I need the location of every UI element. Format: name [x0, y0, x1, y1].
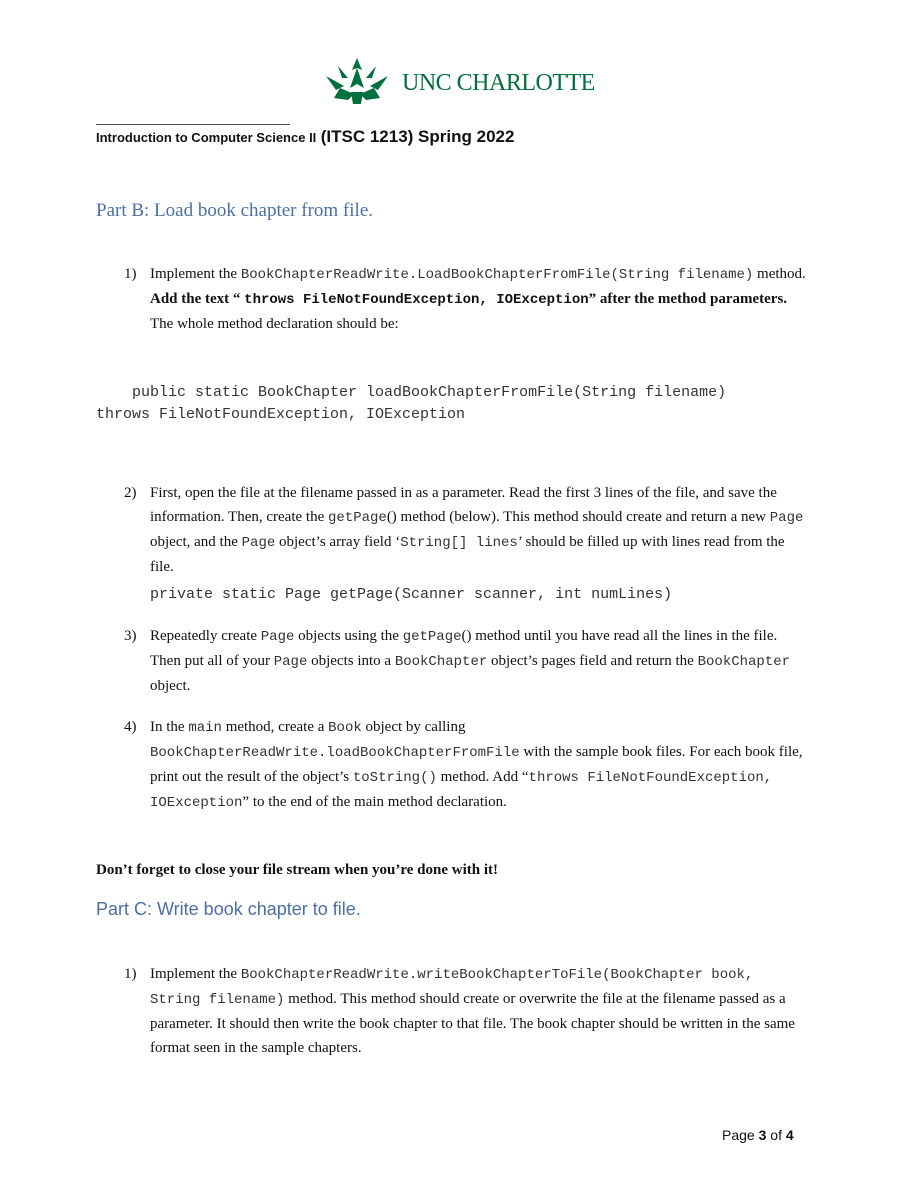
code-run: Page — [273, 654, 308, 670]
code-run: Page — [260, 629, 295, 645]
course-title-small: Introduction to Computer Science II — [96, 130, 317, 145]
of-label: of — [770, 1127, 782, 1143]
course-title-big: (ITSC 1213) Spring 2022 — [320, 127, 515, 146]
text-run: Implement the — [150, 266, 241, 282]
text-run: object. — [150, 678, 191, 694]
close-stream-reminder: Don’t forget to close your file stream when you’re done with it! — [96, 862, 499, 878]
text-run: method. Add “ — [436, 769, 529, 785]
page-number — [722, 1127, 794, 1143]
part-c-heading: Part C: Write book chapter to file. — [96, 899, 361, 919]
current-page: 3 — [758, 1127, 767, 1143]
code-run: toString() — [352, 770, 437, 786]
text-run: objects into a — [307, 653, 395, 669]
text-run: () method until you have read all the lines in the file. Then put all of your — [150, 628, 778, 669]
text-run: Repeatedly create — [150, 628, 261, 644]
code-run: BookChapterReadWrite.LoadBookChapterFromFile(String filename) — [240, 267, 754, 283]
part-b-heading: Part B: Load book chapter from file. — [96, 200, 374, 221]
code-run: Page — [241, 535, 276, 551]
text-run: () method (below). This method should create and return a new — [386, 509, 770, 525]
course-title — [96, 127, 514, 147]
code-run: String[] lines — [400, 535, 518, 551]
text-run: First, open the file at the filename passed in as a parameter. Read the first 3 lines of the file, and save the information. Then, create the — [150, 485, 777, 525]
text-run: method, create a — [221, 719, 329, 735]
getpage-declaration: private static Page getPage(Scanner scanner, int numLines) — [150, 586, 673, 603]
crown-icon — [318, 58, 396, 104]
code-run: Book — [328, 720, 362, 736]
bold-run: ” after the method parameters. — [588, 291, 788, 307]
code-run: throws FileNotFoundException, IOException — [150, 770, 773, 811]
text-run: ” to the end of the main method declaration. — [242, 794, 507, 810]
code-run: BookChapterReadWrite.writeBookChapterToFile(BookChapter book, String filename) — [150, 967, 754, 1008]
code-run: BookChapterReadWrite.loadBookChapterFromFile — [150, 745, 520, 761]
total-pages: 4 — [785, 1127, 794, 1143]
text-run: object’s pages field and return the — [487, 653, 698, 669]
code-run: getPage — [402, 629, 462, 645]
text-run: In the — [150, 719, 189, 735]
text-run: objects using the — [294, 628, 403, 644]
text-run: method. — [753, 266, 806, 282]
item-number: 1) — [124, 266, 137, 282]
text-run: object by calling — [361, 719, 466, 735]
code-run: main — [188, 720, 222, 736]
text-run: method. This method should create or overwrite the file at the filename passed as a parameter. It should then write the book chapter to that file. The book chapter should be written in the same format seen in the sample chapters. — [150, 991, 795, 1056]
text-run: Implement the — [150, 966, 241, 982]
code-run: getPage — [328, 510, 387, 526]
code-run: Page — [769, 510, 804, 526]
item-text — [150, 262, 810, 336]
university-logo — [318, 58, 595, 104]
declaration-line-1: public static BookChapter loadBookChapterFromFile(String filename) — [96, 384, 727, 401]
page-label: Page — [722, 1127, 755, 1143]
method-declaration — [96, 382, 726, 426]
item-text — [150, 962, 810, 1060]
item-number: 2) — [124, 485, 137, 501]
text-run: The whole method declaration should be: — [150, 316, 399, 332]
bold-run: Add the text “ — [150, 291, 245, 307]
code-run: BookChapter — [697, 654, 791, 670]
item-text — [150, 481, 810, 579]
item-number: 1) — [124, 966, 137, 982]
item-number: 4) — [124, 719, 137, 735]
text-run: with the sample book files. For each book file, print out the result of the object’s — [150, 744, 803, 785]
text-run: object’s array field ‘ — [275, 534, 401, 550]
text-run: object, and the — [150, 534, 242, 550]
logo-text: UNC CHARLOTTE — [402, 70, 595, 96]
item-number: 3) — [124, 628, 137, 644]
item-text — [150, 624, 810, 698]
code-run: BookChapter — [394, 654, 488, 670]
header-divider — [96, 124, 290, 125]
text-run: ’ should be filled up with lines read from the file. — [150, 534, 785, 575]
declaration-line-2: throws FileNotFoundException, IOException — [96, 406, 466, 423]
item-text — [150, 715, 810, 815]
bold-code-run: throws FileNotFoundException, IOException — [244, 292, 589, 308]
